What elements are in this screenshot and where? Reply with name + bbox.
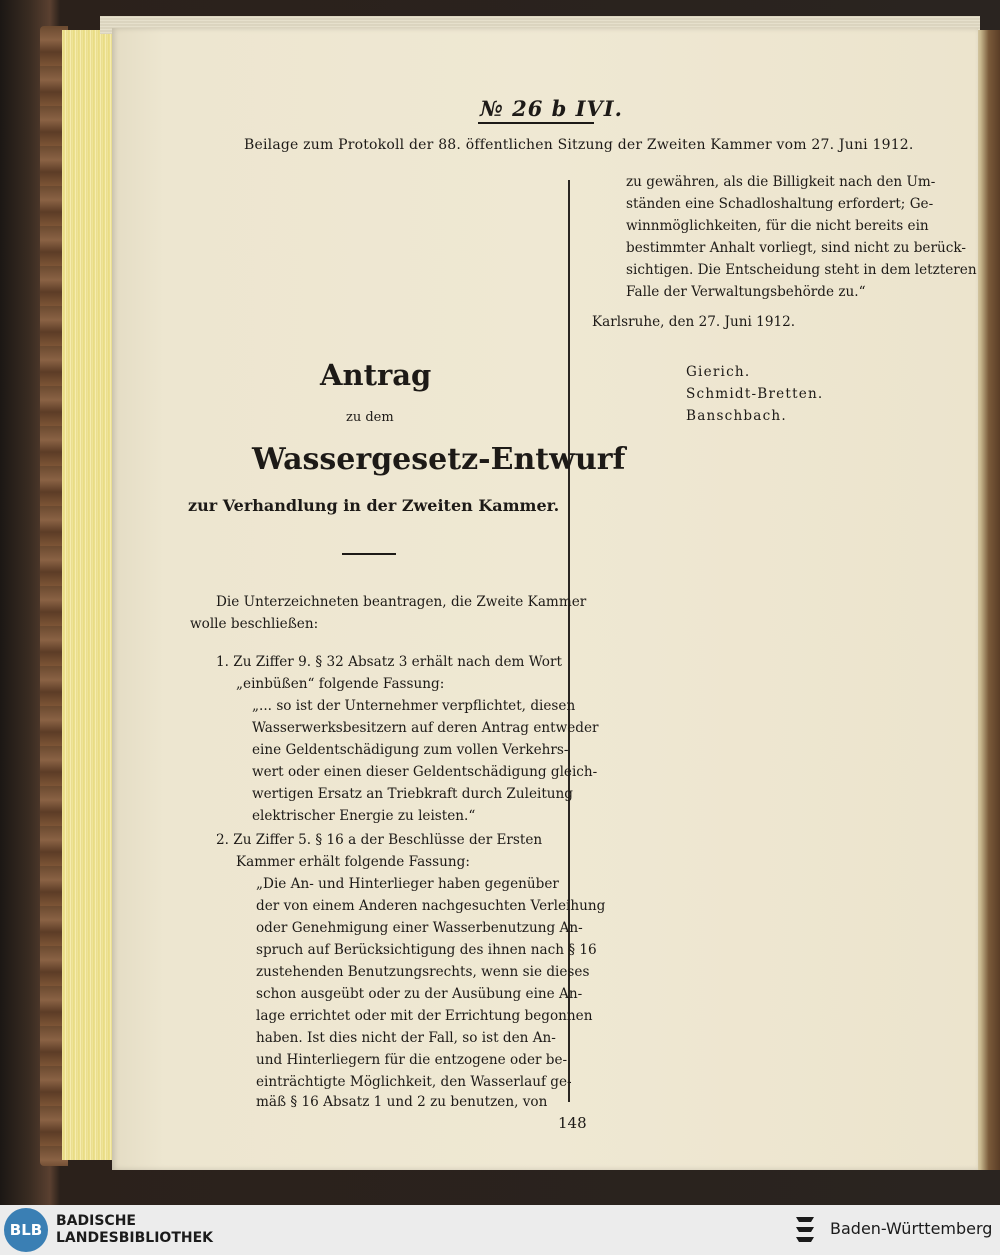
body-line: oder Genehmigung einer Wasserbenutzung An- xyxy=(256,920,583,936)
signatory: Banschbach. xyxy=(686,408,787,424)
right-body-line: Falle der Verwaltungsbehörde zu.“ xyxy=(626,284,866,300)
procedure-line: zur Verhandlung in der Zweiten Kammer. xyxy=(188,496,560,515)
right-body-line: zu gewähren, als die Billigkeit nach den Um- xyxy=(626,174,936,190)
signatory: Schmidt-Bretten. xyxy=(686,386,824,402)
body-line: 1. Zu Ziffer 9. § 32 Absatz 3 erhält nach dem Wort xyxy=(216,654,562,670)
title-antrag: Antrag xyxy=(320,358,432,392)
right-body-line: sichtigen. Die Entscheidung steht in dem letzteren xyxy=(626,262,977,278)
body-line: wert oder einen dieser Geldentschädigung gleich- xyxy=(252,764,598,780)
subtitle-zu-dem: zu dem xyxy=(346,410,394,425)
document-number: № 26 b IVI. xyxy=(480,96,623,121)
body-line: elektrischer Energie zu leisten.“ xyxy=(252,808,476,824)
body-line: einträchtigte Möglichkeit, den Wasserlauf ge- xyxy=(256,1074,572,1090)
library-name-line2: LANDESBIBLIOTHEK xyxy=(56,1230,214,1246)
body-line: spruch auf Berücksichtigung des ihnen nach § 16 xyxy=(256,942,597,958)
body-line: „Die An- und Hinterlieger haben gegenüber xyxy=(256,876,559,892)
body-line: Kammer erhält folgende Fassung: xyxy=(236,854,470,870)
blb-logo[interactable]: BLB xyxy=(4,1208,48,1252)
body-line: wolle beschließen: xyxy=(190,616,319,632)
signatory: Gierich. xyxy=(686,364,751,380)
library-name-line1: BADISCHE xyxy=(56,1213,136,1229)
number-underline xyxy=(478,122,594,124)
place-date: Karlsruhe, den 27. Juni 1912. xyxy=(592,314,796,330)
library-name[interactable] xyxy=(56,1213,213,1247)
right-body-line: bestimmter Anhalt vorliegt, sind nicht zu berück- xyxy=(626,240,966,256)
law-title: Wassergesetz-Entwurf xyxy=(252,442,626,477)
body-line: „einbüßen“ folgende Fassung: xyxy=(236,676,445,692)
right-body-line: winnmöglichkeiten, für die nicht bereits ein xyxy=(626,218,929,234)
body-line: und Hinterliegern für die entzogene oder be- xyxy=(256,1052,568,1068)
body-line: schon ausgeübt oder zu der Ausübung eine An- xyxy=(256,986,583,1002)
body-line: 2. Zu Ziffer 5. § 16 a der Beschlüsse der Ersten xyxy=(216,832,543,848)
coat-of-arms-icon xyxy=(790,1211,820,1249)
body-line: zustehenden Benutzungsrechts, wenn sie dieses xyxy=(256,964,590,980)
right-body-line: ständen eine Schadloshaltung erfordert; Ge- xyxy=(626,196,934,212)
body-line: der von einem Anderen nachgesuchten Verleihung xyxy=(256,898,606,914)
page-number: 148 xyxy=(558,1114,587,1132)
section-rule xyxy=(342,553,396,555)
body-line: haben. Ist dies nicht der Fall, so ist den An- xyxy=(256,1030,556,1046)
body-line: eine Geldentschädigung zum vollen Verkehrs- xyxy=(252,742,569,758)
state-name[interactable]: Baden-Württemberg xyxy=(830,1219,993,1238)
body-line: wertigen Ersatz an Triebkraft durch Zuleitung xyxy=(252,786,574,802)
body-line: lage errichtet oder mit der Errichtung begonnen xyxy=(256,1008,593,1024)
supplement-line: Beilage zum Protokoll der 88. öffentlichen Sitzung der Zweiten Kammer vom 27. Juni 1912. xyxy=(244,137,914,153)
body-line: mäß § 16 Absatz 1 und 2 zu benutzen, von xyxy=(256,1094,548,1110)
body-line: Die Unterzeichneten beantragen, die Zweite Kammer xyxy=(216,594,587,610)
body-line: „... so ist der Unternehmer verpflichtet, diesen xyxy=(252,698,576,714)
body-line: Wasserwerksbesitzern auf deren Antrag entweder xyxy=(252,720,599,736)
